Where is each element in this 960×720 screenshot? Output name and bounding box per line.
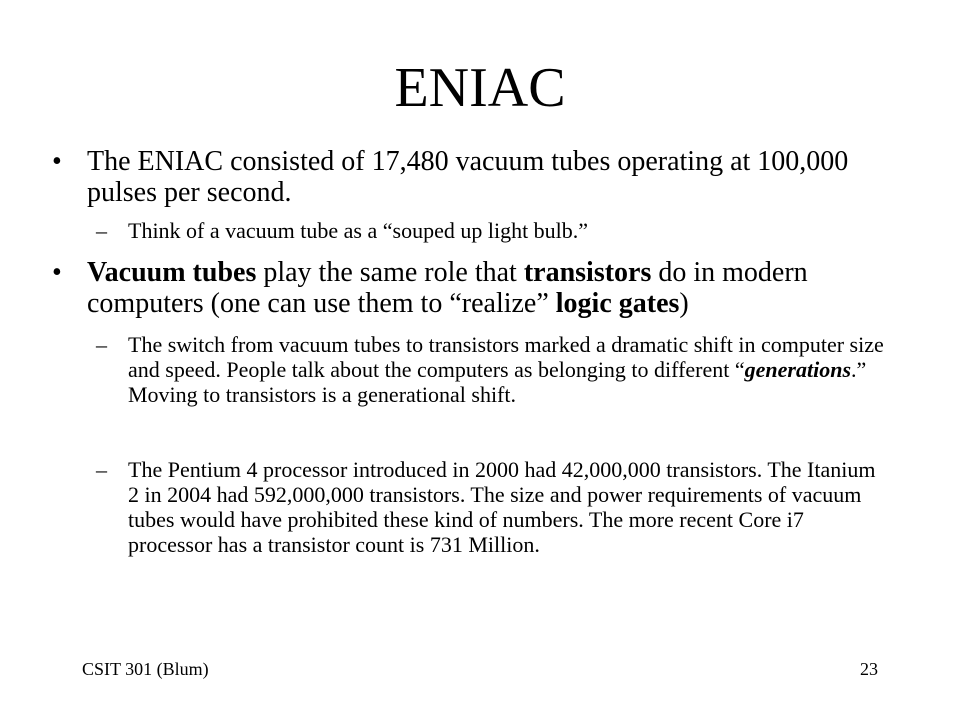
footer-page-number: 23 [860, 659, 878, 679]
sub-bullet-2-1-part: The switch from vacuum tubes to transistors marked a dramatic shift in computer size and speed. People talk about the computers as belonging to different “ [128, 332, 884, 382]
sub-bullet-2-2 [96, 457, 886, 557]
bullet-2 [52, 257, 882, 319]
dash-icon: – [96, 457, 107, 482]
bullet-1-text: The ENIAC consisted of 17,480 vacuum tubes operating at 100,000 pulses per second. [87, 146, 849, 208]
sub-bullet-2-1-text [128, 332, 886, 407]
bullet-icon: • [52, 257, 62, 288]
sub-bullet-1-1 [96, 218, 886, 243]
bullet-2-part: do in modern computers (one can use them to “realize” [87, 257, 808, 319]
bullet-icon: • [52, 146, 62, 177]
term-vacuum-tubes: Vacuum tubes [87, 257, 257, 288]
dash-icon: – [96, 218, 107, 243]
footer-course: CSIT 301 (Blum) [82, 659, 209, 679]
term-generations: generations [744, 357, 852, 382]
term-logic-gates: logic gates [555, 288, 680, 319]
dash-icon: – [96, 332, 107, 357]
bullet-2-part: play the same role that [256, 257, 524, 288]
bullet-2-text [87, 257, 882, 319]
sub-bullet-2-2-text: The Pentium 4 processor introduced in 2000 had 42,000,000 transistors. The Itanium 2 in 2004 had 592,000,000 transistors. The size and power requirements of vacuum tubes would have prohibited these kind of numbers. The more recent Core i7 processor has a transistor count is 731 Million. [128, 457, 876, 557]
term-transistors: transistors [523, 257, 652, 288]
bullet-2-part: ) [679, 288, 689, 319]
sub-bullet-1-1-text: Think of a vacuum tube as a “souped up light bulb.” [128, 218, 589, 243]
bullet-1 [52, 146, 882, 208]
sub-bullet-2-1-part: .” Moving to transistors is a generational shift. [128, 357, 867, 407]
sub-bullet-2-1 [96, 332, 886, 407]
slide-title: ENIAC [394, 57, 566, 119]
